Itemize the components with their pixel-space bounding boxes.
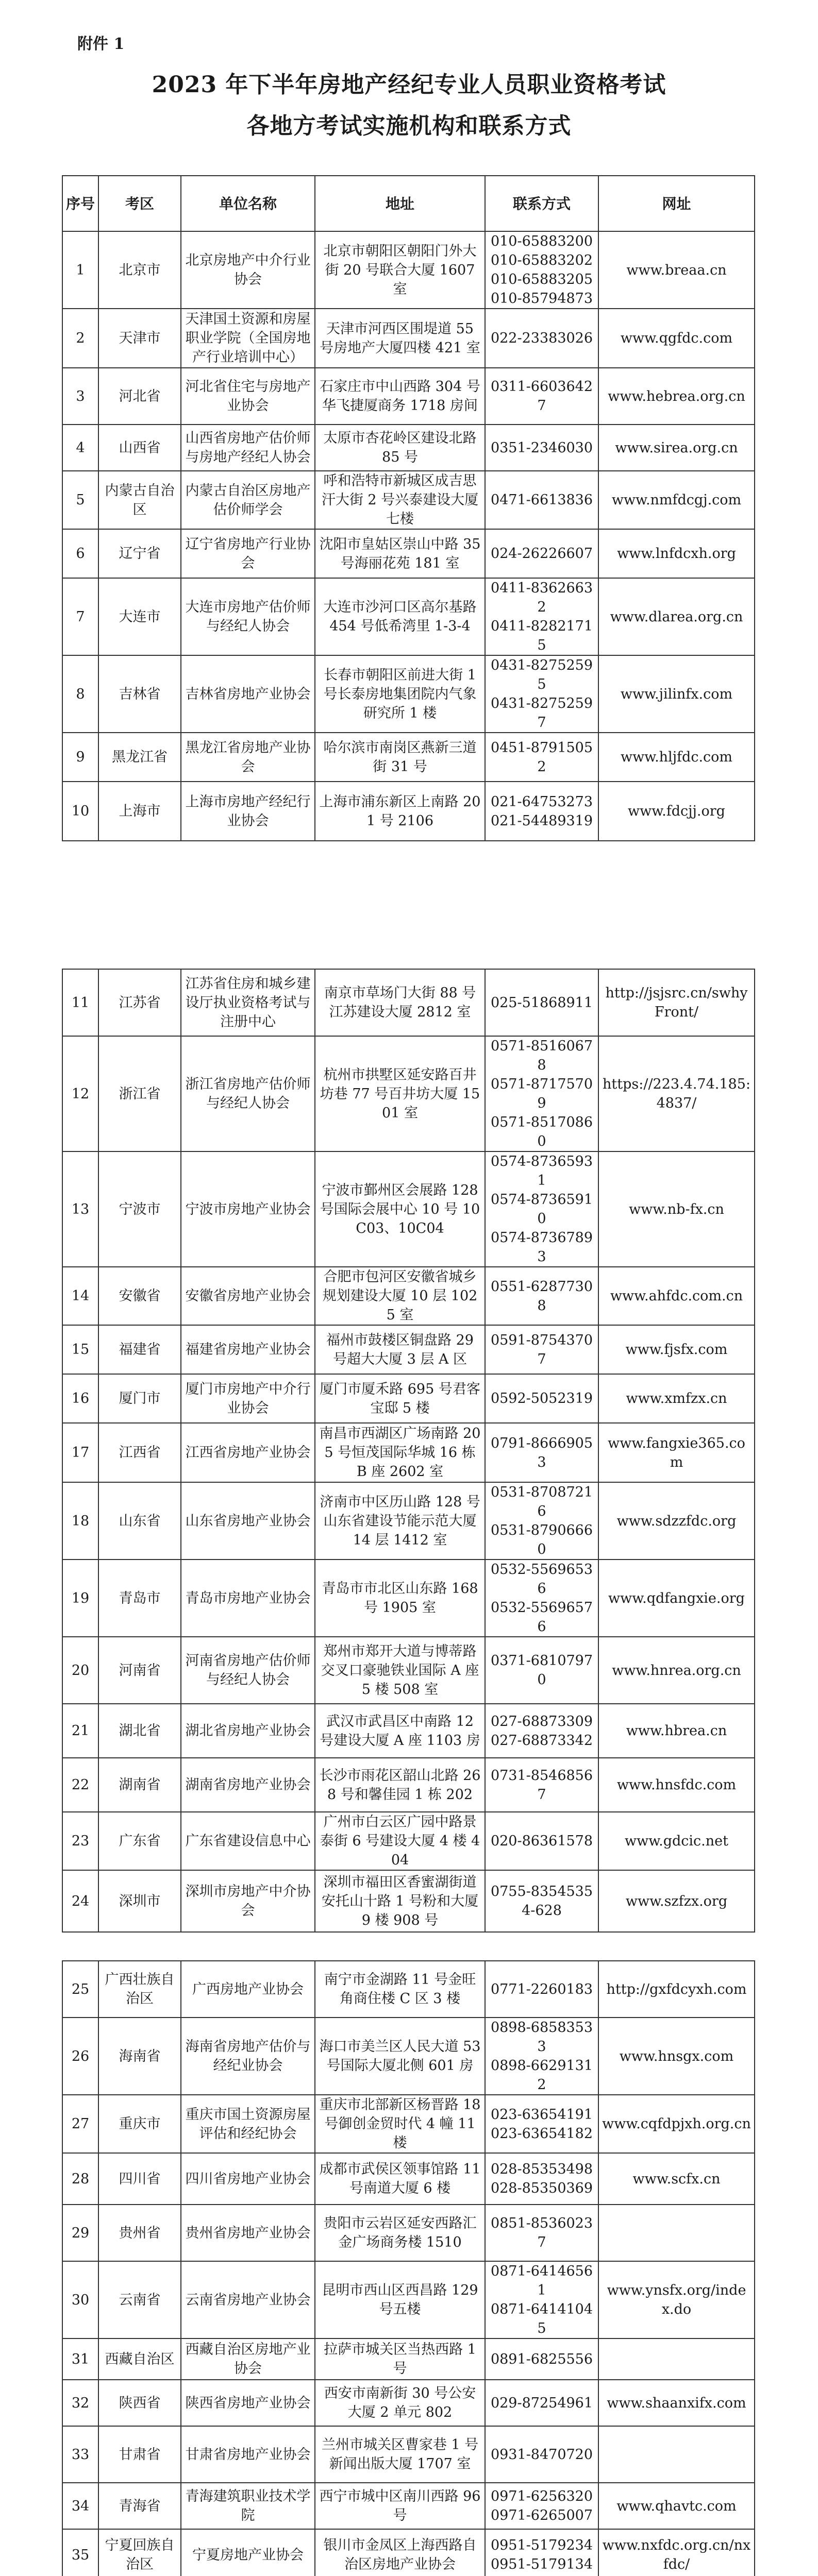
cell-region: 海南省: [98, 2018, 181, 2095]
table-row: [62, 425, 755, 471]
cell-contact: 0891-6825556: [485, 2338, 598, 2380]
cell-website: www.hnsgx.com: [598, 2018, 755, 2095]
cell-website: www.jilinfx.com: [598, 655, 755, 733]
table-row: [62, 2261, 755, 2338]
institutions-table-page-2: [62, 969, 755, 1933]
cell-address: 深圳市福田区香蜜湖街道安托山十路 1 号粉和大厦 9 楼 908 号: [315, 1870, 485, 1932]
table-row: [62, 2426, 755, 2483]
cell-address: 福州市鼓楼区铜盘路 29 号超大大厦 3 层 A 区: [315, 1325, 485, 1374]
cell-contact: 0371-68107970: [485, 1637, 598, 1704]
table-row: [62, 2018, 755, 2095]
table-row: [62, 2095, 755, 2153]
attachment-label: 附件 1: [77, 35, 125, 53]
cell-website: www.hljfdc.com: [598, 733, 755, 782]
cell-address: 杭州市拱墅区延安路百井坊巷 77 号百井坊大厦 1501 室: [315, 1036, 485, 1151]
cell-org: 北京房地产中介行业协会: [181, 231, 315, 309]
cell-address: 上海市浦东新区上南路 201 号 2106: [315, 782, 485, 841]
cell-website: www.sdzzfdc.org: [598, 1482, 755, 1560]
cell-contact: 0731-85468567: [485, 1758, 598, 1812]
cell-no: 24: [62, 1870, 98, 1932]
cell-region: 吉林省: [98, 655, 181, 733]
cell-org: 陕西省房地产业协会: [181, 2380, 315, 2426]
cell-region: 北京市: [98, 231, 181, 309]
cell-contact: 0471-6613836: [485, 471, 598, 529]
cell-org: 天津国土资源和房屋职业学院（全国房地产行业培训中心）: [181, 309, 315, 368]
table-row: [62, 733, 755, 782]
cell-contact: 0551-62877308: [485, 1267, 598, 1325]
cell-address: 厦门市厦禾路 695 号君客宝邸 5 楼: [315, 1374, 485, 1423]
table-row: [62, 1267, 755, 1325]
cell-org: 江苏省住房和城乡建设厅执业资格考试与注册中心: [181, 969, 315, 1036]
cell-no: 4: [62, 425, 98, 471]
cell-contact: 0411-83626632 0411-82821715: [485, 578, 598, 655]
cell-org: 西藏自治区房地产业协会: [181, 2338, 315, 2380]
table-row: [62, 1704, 755, 1758]
cell-no: 3: [62, 368, 98, 425]
table-row: [62, 309, 755, 368]
cell-no: 14: [62, 1267, 98, 1325]
cell-no: 16: [62, 1374, 98, 1423]
table-row: [62, 2153, 755, 2205]
cell-address: 兰州市城关区曹家巷 1 号新闻出版大厦 1707 室: [315, 2426, 485, 2483]
cell-region: 山东省: [98, 1482, 181, 1560]
cell-no: 17: [62, 1423, 98, 1482]
cell-address: 南昌市西湖区广场南路 205 号恒茂国际华城 16 栋 B 座 2602 室: [315, 1423, 485, 1482]
cell-website: www.qgfdc.com: [598, 309, 755, 368]
cell-address: 西宁市城中区南川西路 96 号: [315, 2483, 485, 2529]
cell-region: 上海市: [98, 782, 181, 841]
cell-website: www.qdfangxie.org: [598, 1560, 755, 1637]
cell-no: 35: [62, 2529, 98, 2576]
cell-org: 浙江省房地产估价师与经纪人协会: [181, 1036, 315, 1151]
table-row: [62, 1036, 755, 1151]
cell-region: 青岛市: [98, 1560, 181, 1637]
cell-region: 大连市: [98, 578, 181, 655]
cell-website: www.cqfdpjxh.org.cn: [598, 2095, 755, 2153]
cell-no: 33: [62, 2426, 98, 2483]
cell-website: www.hnsfdc.com: [598, 1758, 755, 1812]
cell-org: 辽宁省房地产行业协会: [181, 529, 315, 578]
cell-region: 广西壮族自治区: [98, 1961, 181, 2018]
cell-website: www.hnrea.org.cn: [598, 1637, 755, 1704]
header-contact: 联系方式: [485, 176, 598, 231]
cell-contact: 024-26226607: [485, 529, 598, 578]
cell-no: 7: [62, 578, 98, 655]
cell-org: 宁夏房地产业协会: [181, 2529, 315, 2576]
cell-region: 重庆市: [98, 2095, 181, 2153]
cell-org: 黑龙江省房地产业协会: [181, 733, 315, 782]
table-row: [62, 2483, 755, 2529]
cell-no: 8: [62, 655, 98, 733]
cell-no: 1: [62, 231, 98, 309]
cell-address: 石家庄市中山西路 304 号华飞捷厦商务 1718 房间: [315, 368, 485, 425]
cell-website: www.scfx.cn: [598, 2153, 755, 2205]
cell-no: 15: [62, 1325, 98, 1374]
table-row: [62, 529, 755, 578]
cell-contact: 0431-82752595 0431-82752597: [485, 655, 598, 733]
cell-region: 黑龙江省: [98, 733, 181, 782]
cell-org: 安徽省房地产业协会: [181, 1267, 315, 1325]
cell-region: 江西省: [98, 1423, 181, 1482]
cell-no: 29: [62, 2205, 98, 2261]
cell-no: 34: [62, 2483, 98, 2529]
header-org: 单位名称: [181, 176, 315, 231]
cell-no: 22: [62, 1758, 98, 1812]
cell-no: 28: [62, 2153, 98, 2205]
cell-website: www.shaanxifx.com: [598, 2380, 755, 2426]
institutions-table-page-3: [62, 1960, 755, 2576]
cell-region: 江苏省: [98, 969, 181, 1036]
cell-org: 海南省房地产估价与经纪业协会: [181, 2018, 315, 2095]
header-no: 序号: [62, 176, 98, 231]
cell-address: 银川市金凤区上海西路自治区房地产业协会: [315, 2529, 485, 2576]
cell-website: www.nxfdc.org.cn/nxfdc/: [598, 2529, 755, 2576]
cell-contact: 0791-86669053: [485, 1423, 598, 1482]
cell-address: 海口市美兰区人民大道 53 号国际大厦北侧 601 房: [315, 2018, 485, 2095]
cell-contact: 028-85353498 028-85350369: [485, 2153, 598, 2205]
cell-contact: 0574-87365931 0574-87365910 0574-87367893: [485, 1151, 598, 1267]
cell-org: 广东省建设信息中心: [181, 1812, 315, 1870]
cell-address: 呼和浩特市新城区成吉思汗大街 2 号兴泰建设大厦七楼: [315, 471, 485, 529]
cell-org: 青岛市房地产业协会: [181, 1560, 315, 1637]
table-row: [62, 1423, 755, 1482]
cell-contact: 022-23383026: [485, 309, 598, 368]
cell-org: 大连市房地产估价师与经纪人协会: [181, 578, 315, 655]
cell-org: 广西房地产业协会: [181, 1961, 315, 2018]
cell-website: http://jsjsrc.cn/swhyFront/: [598, 969, 755, 1036]
cell-website: www.hebrea.org.cn: [598, 368, 755, 425]
cell-address: 武汉市武昌区中南路 12 号建设大厦 A 座 1103 房: [315, 1704, 485, 1758]
cell-contact: 0755-83545354-628: [485, 1870, 598, 1932]
cell-contact: 0931-8470720: [485, 2426, 598, 2483]
cell-contact: 021-64753273 021-54489319: [485, 782, 598, 841]
cell-website: [598, 2338, 755, 2380]
table-row: [62, 2380, 755, 2426]
table-row: [62, 1870, 755, 1932]
cell-region: 天津市: [98, 309, 181, 368]
cell-website: www.nb-fx.cn: [598, 1151, 755, 1267]
cell-region: 陕西省: [98, 2380, 181, 2426]
cell-website: www.gdcic.net: [598, 1812, 755, 1870]
cell-website: www.qhavtc.com: [598, 2483, 755, 2529]
cell-address: 长沙市雨花区韶山北路 268 号和馨佳园 1 栋 202: [315, 1758, 485, 1812]
table-row: [62, 969, 755, 1036]
cell-region: 贵州省: [98, 2205, 181, 2261]
cell-no: 18: [62, 1482, 98, 1560]
cell-contact: 0571-85160678 0571-87175709 0571-85170860: [485, 1036, 598, 1151]
cell-no: 32: [62, 2380, 98, 2426]
institutions-table-page-1: [62, 175, 755, 841]
table-row: [62, 1151, 755, 1267]
cell-region: 河南省: [98, 1637, 181, 1704]
cell-website: www.dlarea.org.cn: [598, 578, 755, 655]
table-row: [62, 2529, 755, 2576]
cell-contact: 020-86361578: [485, 1812, 598, 1870]
cell-org: 江西省房地产业协会: [181, 1423, 315, 1482]
cell-website: www.hbrea.cn: [598, 1704, 755, 1758]
table-row: [62, 231, 755, 309]
cell-website: www.ahfdc.com.cn: [598, 1267, 755, 1325]
table-row: [62, 1560, 755, 1637]
cell-no: 30: [62, 2261, 98, 2338]
cell-region: 宁波市: [98, 1151, 181, 1267]
cell-contact: 0532-55696536 0532-55696576: [485, 1560, 598, 1637]
cell-no: 31: [62, 2338, 98, 2380]
table-row: [62, 2338, 755, 2380]
cell-org: 云南省房地产业协会: [181, 2261, 315, 2338]
cell-website: www.lnfdcxh.org: [598, 529, 755, 578]
cell-address: 昆明市西山区西昌路 129 号五楼: [315, 2261, 485, 2338]
cell-org: 河南省房地产估价师与经纪人协会: [181, 1637, 315, 1704]
cell-org: 福建省房地产业协会: [181, 1325, 315, 1374]
cell-org: 四川省房地产业协会: [181, 2153, 315, 2205]
table-row: [62, 1325, 755, 1374]
cell-region: 广东省: [98, 1812, 181, 1870]
cell-no: 6: [62, 529, 98, 578]
cell-no: 11: [62, 969, 98, 1036]
header-region: 考区: [98, 176, 181, 231]
cell-contact: 0592-5052319: [485, 1374, 598, 1423]
cell-no: 20: [62, 1637, 98, 1704]
cell-no: 12: [62, 1036, 98, 1151]
cell-contact: 0851-85360237: [485, 2205, 598, 2261]
cell-address: 青岛市市北区山东路 168 号 1905 室: [315, 1560, 485, 1637]
cell-website: www.breaa.cn: [598, 231, 755, 309]
cell-contact: 027-68873309 027-68873342: [485, 1704, 598, 1758]
cell-address: 郑州市郑开大道与博蒂路交叉口豪驰铁业国际 A 座 5 楼 508 室: [315, 1637, 485, 1704]
table-row: [62, 655, 755, 733]
header-address: 地址: [315, 176, 485, 231]
cell-org: 山西省房地产估价师与房地产经纪人协会: [181, 425, 315, 471]
cell-no: 13: [62, 1151, 98, 1267]
cell-address: 南京市草场门大街 88 号江苏建设大厦 2812 室: [315, 969, 485, 1036]
cell-no: 21: [62, 1704, 98, 1758]
cell-no: 5: [62, 471, 98, 529]
cell-org: 甘肃省房地产业协会: [181, 2426, 315, 2483]
title-line-2: 各地方考试实施机构和联系方式: [246, 113, 572, 139]
cell-website: www.nmfdcgj.com: [598, 471, 755, 529]
cell-region: 辽宁省: [98, 529, 181, 578]
cell-region: 湖南省: [98, 1758, 181, 1812]
cell-website: [598, 2426, 755, 2483]
cell-region: 青海省: [98, 2483, 181, 2529]
cell-website: [598, 2205, 755, 2261]
cell-no: 9: [62, 733, 98, 782]
cell-address: 成都市武侯区领事馆路 11 号南道大厦 6 楼: [315, 2153, 485, 2205]
cell-contact: 023-63654191 023-63654182: [485, 2095, 598, 2153]
cell-contact: 0871-64146561 0871-64141045: [485, 2261, 598, 2338]
cell-address: 北京市朝阳区朝阳门外大街 20 号联合大厦 1607 室: [315, 231, 485, 309]
cell-contact: 0898-68583533 0898-66291312: [485, 2018, 598, 2095]
table-row: [62, 782, 755, 841]
cell-org: 湖南省房地产业协会: [181, 1758, 315, 1812]
cell-contact: 0351-2346030: [485, 425, 598, 471]
cell-region: 山西省: [98, 425, 181, 471]
cell-contact: 029-87254961: [485, 2380, 598, 2426]
cell-region: 厦门市: [98, 1374, 181, 1423]
cell-no: 10: [62, 782, 98, 841]
cell-no: 26: [62, 2018, 98, 2095]
cell-address: 贵阳市云岩区延安西路汇金广场商务楼 1510: [315, 2205, 485, 2261]
cell-org: 上海市房地产经纪行业协会: [181, 782, 315, 841]
cell-contact: 0531-87087216 0531-87906660: [485, 1482, 598, 1560]
cell-address: 广州市白云区广园中路景泰街 6 号建设大厦 4 楼 404: [315, 1812, 485, 1870]
cell-region: 四川省: [98, 2153, 181, 2205]
cell-website: www.fjsfx.com: [598, 1325, 755, 1374]
cell-region: 深圳市: [98, 1870, 181, 1932]
cell-region: 福建省: [98, 1325, 181, 1374]
table-row: [62, 578, 755, 655]
table-row: [62, 1637, 755, 1704]
table-row: [62, 1758, 755, 1812]
cell-website: www.fangxie365.com: [598, 1423, 755, 1482]
table-row: [62, 471, 755, 529]
cell-contact: 0971-6256320 0971-6265007: [485, 2483, 598, 2529]
cell-address: 宁波市鄞州区会展路 128 号国际会展中心 10 号 10C03、10C04: [315, 1151, 485, 1267]
cell-org: 贵州省房地产业协会: [181, 2205, 315, 2261]
cell-website: www.szfzx.org: [598, 1870, 755, 1932]
cell-org: 吉林省房地产业协会: [181, 655, 315, 733]
cell-address: 西安市南新街 30 号公安大厦 2 单元 802: [315, 2380, 485, 2426]
cell-org: 湖北省房地产业协会: [181, 1704, 315, 1758]
cell-org: 青海建筑职业技术学院: [181, 2483, 315, 2529]
table-row: [62, 1374, 755, 1423]
cell-address: 沈阳市皇姑区崇山中路 35 号海丽花苑 181 室: [315, 529, 485, 578]
cell-contact: 0451-87915052: [485, 733, 598, 782]
cell-org: 重庆市国土资源房屋评估和经纪协会: [181, 2095, 315, 2153]
header-website: 网址: [598, 176, 755, 231]
cell-address: 哈尔滨市南岗区燕新三道街 31 号: [315, 733, 485, 782]
cell-address: 南宁市金湖路 11 号金旺角商住楼 C 区 3 楼: [315, 1961, 485, 2018]
cell-website: https://223.4.74.185:4837/: [598, 1036, 755, 1151]
cell-org: 厦门市房地产中介行业协会: [181, 1374, 315, 1423]
cell-no: 19: [62, 1560, 98, 1637]
cell-contact: 025-51868911: [485, 969, 598, 1036]
cell-org: 宁波市房地产业协会: [181, 1151, 315, 1267]
cell-address: 太原市杏花岭区建设北路 85 号: [315, 425, 485, 471]
cell-region: 河北省: [98, 368, 181, 425]
cell-org: 山东省房地产业协会: [181, 1482, 315, 1560]
cell-address: 合肥市包河区安徽省城乡规划建设大厦 10 层 1025 室: [315, 1267, 485, 1325]
cell-website: http://gxfdcyxh.com: [598, 1961, 755, 2018]
cell-address: 重庆市北部新区杨晋路 18 号御创金贸时代 4 幢 11 楼: [315, 2095, 485, 2153]
cell-contact: 0311-66036427: [485, 368, 598, 425]
cell-contact: 0591-87543707: [485, 1325, 598, 1374]
cell-region: 西藏自治区: [98, 2338, 181, 2380]
cell-region: 安徽省: [98, 1267, 181, 1325]
cell-no: 27: [62, 2095, 98, 2153]
cell-org: 内蒙古自治区房地产估价师学会: [181, 471, 315, 529]
cell-org: 深圳市房地产中介协会: [181, 1870, 315, 1932]
cell-address: 天津市河西区围堤道 55 号房地产大厦四楼 421 室: [315, 309, 485, 368]
cell-org: 河北省住宅与房地产业协会: [181, 368, 315, 425]
table-row: [62, 1812, 755, 1870]
cell-region: 浙江省: [98, 1036, 181, 1151]
cell-website: www.sirea.org.cn: [598, 425, 755, 471]
cell-address: 拉萨市城关区当热西路 1 号: [315, 2338, 485, 2380]
cell-contact: 0771-2260183: [485, 1961, 598, 2018]
cell-contact: 0951-5179234 0951-5179134: [485, 2529, 598, 2576]
table-row: [62, 2205, 755, 2261]
cell-address: 济南市中区历山路 128 号山东省建设节能示范大厦 14 层 1412 室: [315, 1482, 485, 1560]
table-row: [62, 1482, 755, 1560]
cell-contact: 010-65883200 010-65883202 010-65883205 010-85794873: [485, 231, 598, 309]
cell-address: 长春市朝阳区前进大街 1 号长泰房地集团院内气象研究所 1 楼: [315, 655, 485, 733]
cell-website: www.ynsfx.org/index.do: [598, 2261, 755, 2338]
cell-region: 宁夏回族自治区: [98, 2529, 181, 2576]
table-row: [62, 368, 755, 425]
cell-no: 23: [62, 1812, 98, 1870]
cell-website: www.fdcjj.org: [598, 782, 755, 841]
cell-no: 25: [62, 1961, 98, 2018]
cell-region: 湖北省: [98, 1704, 181, 1758]
cell-no: 2: [62, 309, 98, 368]
cell-region: 云南省: [98, 2261, 181, 2338]
cell-region: 甘肃省: [98, 2426, 181, 2483]
cell-region: 内蒙古自治区: [98, 471, 181, 529]
table-row: [62, 1961, 755, 2018]
cell-website: www.xmfzx.cn: [598, 1374, 755, 1423]
title-line-1: 2023 年下半年房地产经纪专业人员职业资格考试: [152, 72, 666, 98]
cell-address: 大连市沙河口区高尔基路 454 号低希湾里 1-3-4: [315, 578, 485, 655]
